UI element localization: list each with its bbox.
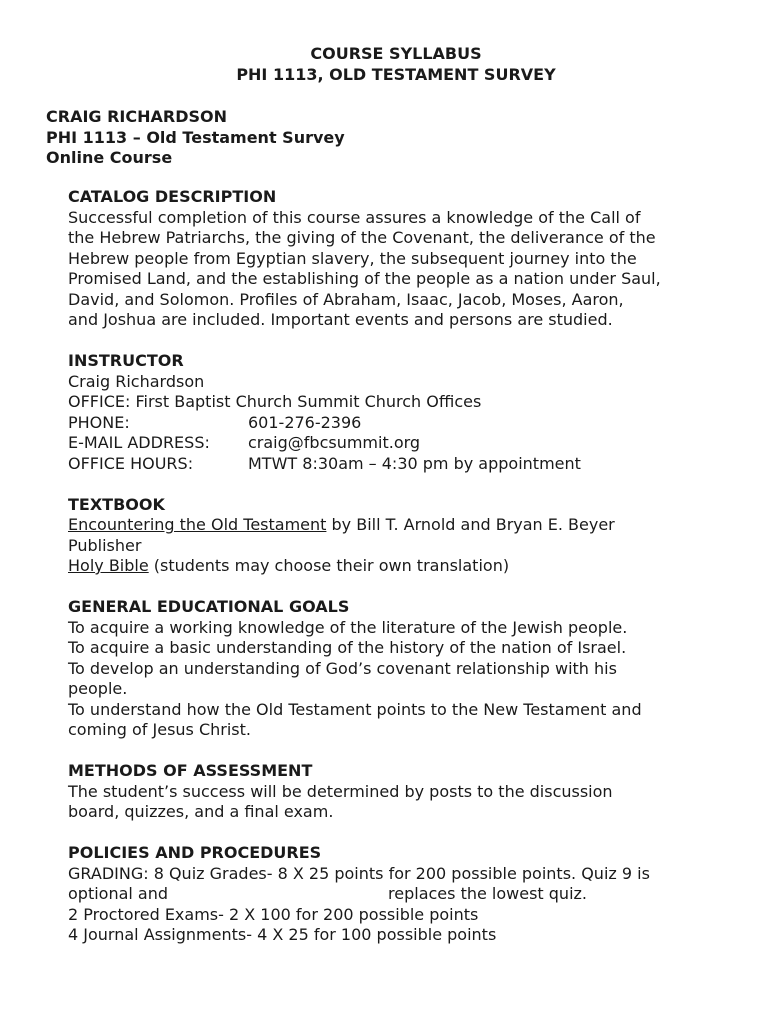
goals-line: people.	[68, 679, 128, 698]
textbook-bible-note: (students may choose their own translation)	[148, 556, 510, 575]
instructor-hours-row	[68, 454, 728, 475]
textbook-bible-title: Holy Bible	[68, 556, 149, 575]
course-header	[46, 107, 345, 169]
goals-line: To understand how the Old Testament points to the New Testament and	[68, 699, 642, 719]
phone-label: PHONE:	[68, 412, 130, 432]
phone-value: 601-276-2396	[248, 412, 362, 432]
catalog-line: David, and Solomon. Profiles of Abraham, Isaac, Jacob, Moses, Aaron,	[68, 289, 624, 309]
course-format-heading: Online Course	[46, 148, 173, 167]
email-label: E-MAIL ADDRESS:	[68, 433, 210, 452]
grading-optional: optional and	[68, 884, 169, 903]
catalog-line: Successful completion of this course assures a knowledge of the Call of	[68, 207, 641, 227]
goals-line: To acquire a basic understanding of the history of the nation of Israel.	[68, 638, 627, 657]
textbook-heading: TEXTBOOK	[68, 494, 165, 514]
goals-section	[68, 597, 728, 741]
hours-label: OFFICE HOURS:	[68, 453, 194, 473]
assessment-section	[68, 761, 728, 823]
catalog-line: Hebrew people from Egyptian slavery, the subsequent journey into the	[68, 248, 637, 268]
textbook-section	[68, 495, 728, 577]
policies-heading: POLICIES AND PROCEDURES	[68, 843, 322, 862]
instructor-office: OFFICE: First Baptist Church Summit Church Offices	[68, 392, 482, 411]
grading-replaces: replaces the lowest quiz.	[388, 884, 587, 903]
instructor-section	[68, 351, 728, 474]
grading-line-1: GRADING: 8 Quiz Grades- 8 X 25 points for 200 possible points. Quiz 9 is	[68, 863, 650, 883]
syllabus-content	[68, 187, 728, 966]
instructor-name-heading: CRAIG RICHARDSON	[46, 107, 228, 126]
grading-journals: 4 Journal Assignments- 4 X 25 for 100 possible points	[68, 925, 497, 944]
assessment-line: The student’s success will be determined by posts to the discussion	[68, 781, 613, 801]
textbook-primary-authors: by Bill T. Arnold and Bryan E. Beyer	[326, 515, 615, 534]
textbook-publisher: Publisher	[68, 535, 142, 555]
textbook-bible	[68, 556, 728, 577]
grading-exams: 2 Proctored Exams- 2 X 100 for 200 possible points	[68, 904, 479, 924]
instructor-phone-row	[68, 413, 728, 434]
hours-value: MTWT 8:30am – 4:30 pm by appointment	[248, 453, 581, 473]
assessment-heading: METHODS OF ASSESSMENT	[68, 761, 313, 780]
textbook-primary	[68, 515, 728, 536]
catalog-section	[68, 187, 728, 331]
email-value: craig@fbcsummit.org	[248, 433, 421, 452]
course-name-heading: PHI 1113 – Old Testament Survey	[46, 127, 345, 147]
goals-line: coming of Jesus Christ.	[68, 720, 251, 739]
document-title	[0, 44, 768, 85]
policies-section	[68, 843, 728, 946]
instructor-email-row	[68, 433, 728, 454]
catalog-heading: CATALOG DESCRIPTION	[68, 187, 277, 206]
goals-line: To develop an understanding of God’s covenant relationship with his	[68, 658, 617, 678]
assessment-line: board, quizzes, and a final exam.	[68, 802, 334, 821]
catalog-line: Promised Land, and the establishing of the people as a nation under Saul,	[68, 269, 661, 288]
catalog-line: the Hebrew Patriarchs, the giving of the Covenant, the deliverance of the	[68, 228, 656, 247]
instructor-name: Craig Richardson	[68, 371, 205, 391]
goals-line: To acquire a working knowledge of the literature of the Jewish people.	[68, 617, 628, 637]
instructor-heading: INSTRUCTOR	[68, 351, 184, 370]
grading-line-2	[68, 884, 728, 905]
title-line-2: PHI 1113, OLD TESTAMENT SURVEY	[236, 64, 556, 84]
textbook-primary-title: Encountering the Old Testament	[68, 515, 327, 534]
catalog-line: and Joshua are included. Important events and persons are studied.	[68, 310, 613, 329]
title-line-1: COURSE SYLLABUS	[310, 44, 482, 63]
goals-heading: GENERAL EDUCATIONAL GOALS	[68, 597, 350, 616]
